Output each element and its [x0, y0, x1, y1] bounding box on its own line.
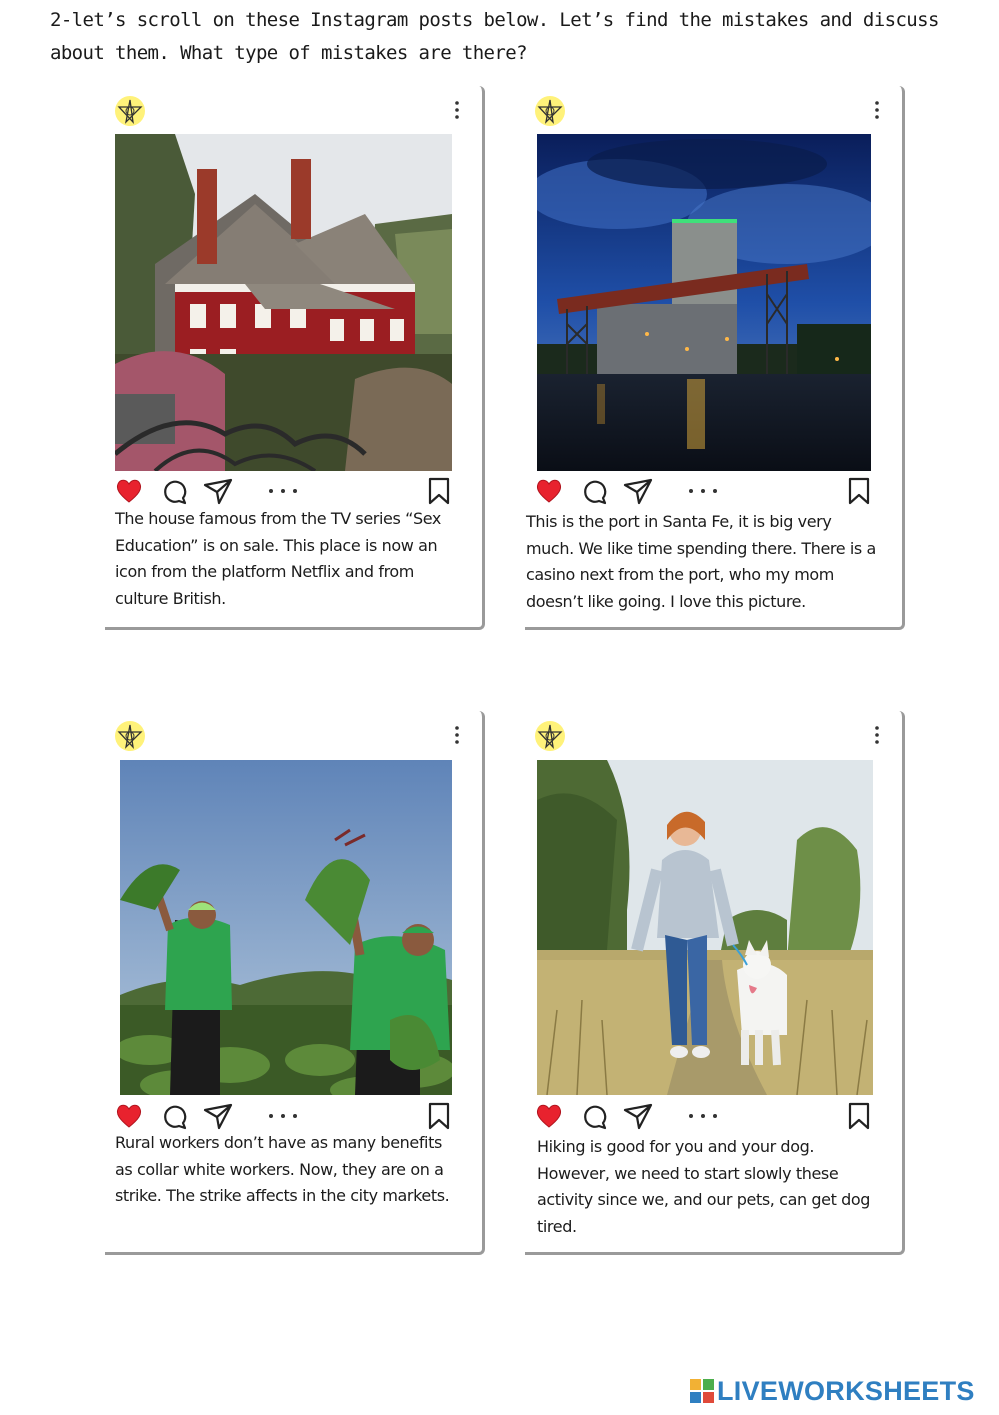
heart-icon[interactable]	[115, 1102, 143, 1130]
instagram-post-hiking	[525, 711, 905, 1255]
heart-icon[interactable]	[115, 477, 143, 505]
post-photo-port[interactable]	[537, 134, 871, 471]
more-horizontal-icon[interactable]	[267, 487, 299, 495]
post-header	[105, 86, 482, 132]
star-doodle-icon	[535, 721, 565, 751]
heart-icon[interactable]	[535, 1102, 563, 1130]
post-caption: Hiking is good for you and your dog. However, we need to start slowly these activity since we, and our pets, can get dog tired.	[537, 1137, 871, 1236]
star-doodle-icon	[115, 96, 145, 126]
more-horizontal-icon[interactable]	[267, 1112, 299, 1120]
post-actions	[535, 1102, 875, 1134]
post-header	[105, 711, 482, 757]
more-vertical-icon[interactable]	[874, 100, 880, 120]
instructions-text: 2-let’s scroll on these Instagram posts below. Let’s find the mistakes and discuss about them. What type of mistakes are there?	[50, 9, 939, 64]
comment-icon[interactable]	[580, 477, 608, 505]
post-actions	[535, 477, 875, 509]
more-vertical-icon[interactable]	[874, 725, 880, 745]
liveworksheets-grid-icon	[690, 1379, 714, 1403]
logo-text: LIVEWORKSHEETS	[717, 1375, 975, 1406]
post-caption: The house famous from the TV series “Sex Education” is on sale. This place is now an icon from the platform Netflix and from culture British.	[115, 509, 441, 608]
comment-icon[interactable]	[160, 477, 188, 505]
post-photo-workers[interactable]	[120, 760, 452, 1095]
send-icon[interactable]	[203, 477, 233, 505]
bookmark-icon[interactable]	[427, 1102, 451, 1130]
send-icon[interactable]	[623, 1102, 653, 1130]
more-horizontal-icon[interactable]	[687, 1112, 719, 1120]
instagram-post-workers	[105, 711, 485, 1255]
post-actions	[115, 477, 455, 509]
star-doodle-icon	[535, 96, 565, 126]
post-caption: Rural workers don’t have as many benefits as collar white workers. Now, they are on a strike. The strike affects in the city markets.	[115, 1133, 450, 1205]
more-horizontal-icon[interactable]	[687, 487, 719, 495]
star-doodle-icon	[115, 721, 145, 751]
instagram-post-port	[525, 86, 905, 630]
post-photo-house[interactable]	[115, 134, 452, 471]
more-vertical-icon[interactable]	[454, 725, 460, 745]
bookmark-icon[interactable]	[847, 477, 871, 505]
post-header	[525, 86, 902, 132]
more-vertical-icon[interactable]	[454, 100, 460, 120]
bookmark-icon[interactable]	[427, 477, 451, 505]
send-icon[interactable]	[623, 477, 653, 505]
comment-icon[interactable]	[580, 1102, 608, 1130]
heart-icon[interactable]	[535, 477, 563, 505]
liveworksheets-logo	[690, 1374, 975, 1408]
post-caption: This is the port in Santa Fe, it is big very much. We like time spending there. There is a casino next from the port, who my mom doesn’t like going. I love this picture.	[526, 512, 876, 611]
instagram-post-house	[105, 86, 485, 630]
post-photo-hiking[interactable]	[537, 760, 873, 1095]
comment-icon[interactable]	[160, 1102, 188, 1130]
bookmark-icon[interactable]	[847, 1102, 871, 1130]
send-icon[interactable]	[203, 1102, 233, 1130]
post-header	[525, 711, 902, 757]
